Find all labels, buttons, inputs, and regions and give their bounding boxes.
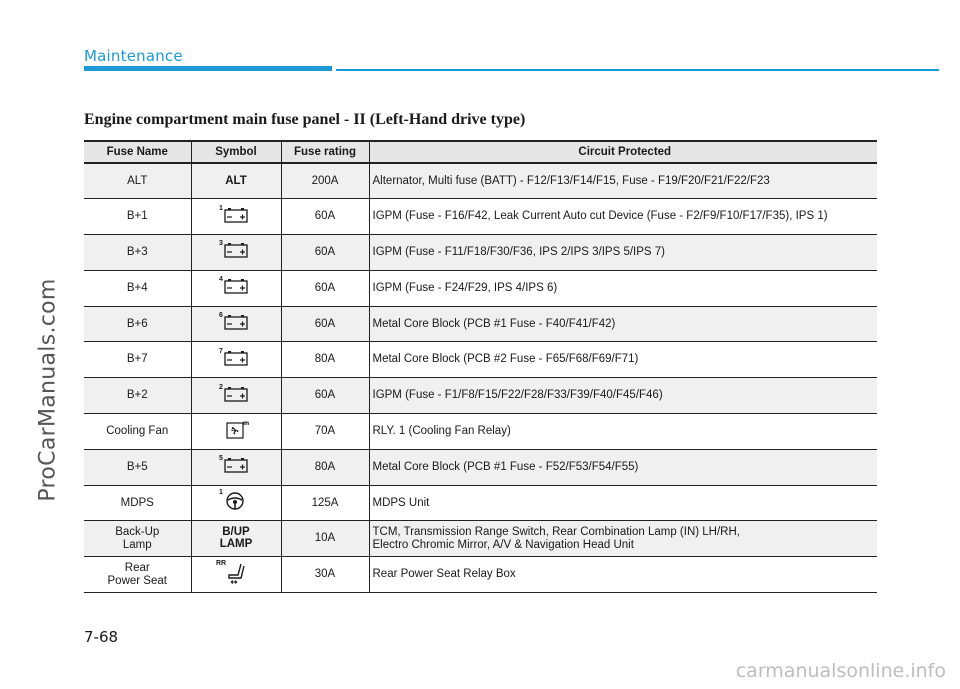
fuse-rating-cell: 70A (281, 414, 369, 450)
table-row (84, 449, 877, 485)
symbol-text: ALT (225, 174, 247, 187)
cooling-fan-icon (224, 419, 248, 443)
fuse-symbol-cell (191, 449, 281, 485)
table-row (84, 378, 877, 414)
battery-icon (219, 204, 248, 227)
fuse-symbol-cell (191, 557, 281, 593)
fuse-symbol-cell (191, 485, 281, 521)
symbol-number: 6 (219, 312, 223, 320)
table-row (84, 485, 877, 521)
fuse-rating-cell: 200A (281, 163, 369, 199)
battery-icon (219, 383, 248, 406)
header-rule-thin (336, 69, 939, 71)
fuse-symbol-cell (191, 306, 281, 342)
battery-icon (219, 347, 248, 370)
symbol-number: 2 (219, 383, 223, 391)
fuse-rating-cell: 30A (281, 557, 369, 593)
table-row (84, 199, 877, 235)
fuse-symbol-cell (191, 342, 281, 378)
fuse-name-cell: B+3 (84, 235, 191, 271)
fuse-symbol-cell (191, 521, 281, 557)
column-header-circuit-protected: Circuit Protected (369, 141, 877, 163)
fuse-rating-cell: 60A (281, 270, 369, 306)
page-number: 7-68 (84, 628, 119, 646)
circuit-protected-cell: IGPM (Fuse - F1/F8/F15/F22/F28/F33/F39/F40/F45/F46) (369, 378, 877, 414)
table-row (84, 306, 877, 342)
circuit-protected-cell: Metal Core Block (PCB #1 Fuse - F40/F41/F42) (369, 306, 877, 342)
fuse-table (84, 140, 877, 593)
symbol-number: 7 (219, 347, 223, 355)
fuse-symbol-cell (191, 199, 281, 235)
fuse-name-cell: B+6 (84, 306, 191, 342)
symbol-number: 1 (219, 489, 223, 497)
page-heading: Engine compartment main fuse panel - II (Left-Hand drive type) (84, 111, 526, 128)
symbol-number: 1 (219, 204, 223, 212)
table-row (84, 557, 877, 593)
fuse-name-cell: MDPS (84, 485, 191, 521)
fuse-symbol-cell (191, 414, 281, 450)
circuit-protected-cell: Metal Core Block (PCB #1 Fuse - F52/F53/F54/F55) (369, 449, 877, 485)
circuit-protected-cell: Metal Core Block (PCB #2 Fuse - F65/F68/F69/F71) (369, 342, 877, 378)
fuse-rating-cell: 80A (281, 449, 369, 485)
fuse-name-cell: Rear Power Seat (84, 557, 191, 593)
table-header-row (84, 141, 877, 163)
fuse-rating-cell: 10A (281, 521, 369, 557)
fuse-rating-cell: 60A (281, 235, 369, 271)
battery-icon (219, 312, 248, 334)
side-watermark (24, 110, 72, 670)
battery-icon (219, 276, 248, 298)
fuse-name-cell: B+1 (84, 199, 191, 235)
header-rule-thick (84, 66, 332, 71)
fuse-rating-cell: 60A (281, 199, 369, 235)
fuse-symbol-cell (191, 270, 281, 306)
fuse-name-cell: B+4 (84, 270, 191, 306)
section-title: Maintenance (84, 47, 183, 65)
symbol-number: 3 (219, 240, 223, 248)
symbol-number: RR (216, 559, 227, 567)
table-row (84, 342, 877, 378)
fuse-rating-cell: 80A (281, 342, 369, 378)
battery-icon (219, 240, 248, 262)
fuse-name-cell: Cooling Fan (84, 414, 191, 450)
battery-icon (219, 455, 248, 477)
table-row (84, 414, 877, 450)
fuse-name-cell: B+2 (84, 378, 191, 414)
symbol-text: B/UP LAMP (219, 526, 253, 551)
symbol-number: 4 (219, 276, 223, 284)
fuse-name-cell: ALT (84, 163, 191, 199)
fuse-symbol-cell (191, 235, 281, 271)
circuit-protected-cell: IGPM (Fuse - F16/F42, Leak Current Auto cut Device (Fuse - F2/F9/F10/F17/F35), IPS 1) (369, 199, 877, 235)
fuse-rating-cell: 125A (281, 485, 369, 521)
circuit-protected-cell: TCM, Transmission Range Switch, Rear Combination Lamp (IN) LH/RH, Electro Chromic Mirror, A/V & Navigation Head Unit (369, 521, 877, 557)
circuit-protected-cell: Alternator, Multi fuse (BATT) - F12/F13/F14/F15, Fuse - F19/F20/F21/F22/F23 (369, 163, 877, 199)
fuse-name-cell: B+7 (84, 342, 191, 378)
circuit-protected-cell: MDPS Unit (369, 485, 877, 521)
column-header-symbol: Symbol (191, 141, 281, 163)
symbol-number: 5 (219, 455, 223, 463)
circuit-protected-cell: RLY. 1 (Cooling Fan Relay) (369, 414, 877, 450)
column-header-fuse-rating: Fuse rating (281, 141, 369, 163)
fuse-name-cell: Back-Up Lamp (84, 521, 191, 557)
fuse-name-cell: B+5 (84, 449, 191, 485)
side-watermark-text: ProCarManuals.com (35, 278, 61, 502)
fuse-symbol-cell (191, 378, 281, 414)
table-row (84, 163, 877, 199)
steering-wheel-icon (219, 489, 248, 515)
circuit-protected-cell: IGPM (Fuse - F11/F18/F30/F36, IPS 2/IPS 3/IPS 5/IPS 7) (369, 235, 877, 271)
column-header-fuse-name: Fuse Name (84, 141, 191, 163)
table-row (84, 521, 877, 557)
footer-watermark: carmanualsonline.info (735, 660, 946, 682)
fuse-rating-cell: 60A (281, 378, 369, 414)
rear-seat-icon (216, 559, 251, 588)
fuse-symbol-cell (191, 163, 281, 199)
svg-text:m: m (243, 420, 250, 428)
circuit-protected-cell: Rear Power Seat Relay Box (369, 557, 877, 593)
circuit-protected-cell: IGPM (Fuse - F24/F29, IPS 4/IPS 6) (369, 270, 877, 306)
table-row (84, 270, 877, 306)
table-row (84, 235, 877, 271)
fuse-rating-cell: 60A (281, 306, 369, 342)
